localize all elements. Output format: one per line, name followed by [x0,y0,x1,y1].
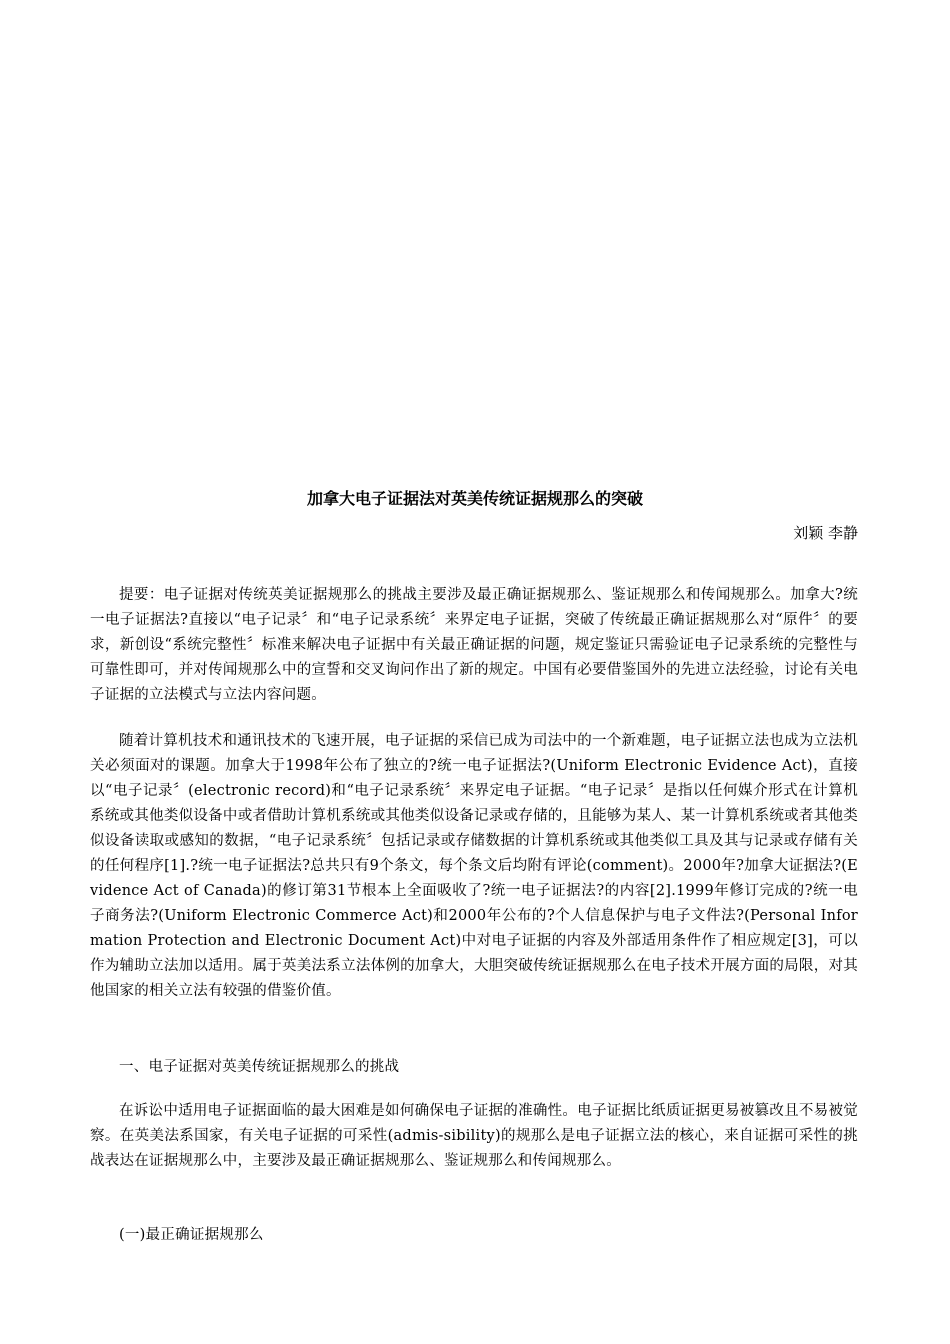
subsection-heading: (一)最正确证据规那么 [119,1226,264,1243]
document-title: 加拿大电子证据法对英美传统证据规那么的突破 [306,488,643,508]
author-line: 刘颖 李静 [793,524,858,542]
section-paragraph: 在诉讼中适用电子证据面临的最大困难是如何确保电子证据的准确性。电子证据比纸质证据更易被篡改且不易被觉察。在英美法系国家，有关电子证据的可采性(admis-sibility)的规那么是电子证据立法的核心，来自证据可采性的挑战表达在证据规那么中，主要涉及最正确证据规那么、鉴证规那么和传闻规那么。 [90,1102,858,1169]
section-heading: 一、电子证据对英美传统证据规那么的挑战 [119,1058,400,1075]
introduction-paragraph: 随着计算机技术和通讯技术的飞速开展，电子证据的采信已成为司法中的一个新难题，电子证据立法也成为立法机关必须面对的课题。加拿大于1998年公布了独立的?统一电子证据法?(Uniform Electronic Evidence Act)，直接以“电子记录〞(electronic record)和“电子记录系统〞来界定电子证据。“电子记录〞是指以任何媒介形式在计算机系统或其他类似设备中或者借助计算机系统或其他类似设备记录或存储的，且能够为某人、某一计算机系统或者其他类似设备读取或感知的数据，“电子记录系统〞包括记录或存储数据的计算机系统或其他类似工具及其与记录或存储有关的任何程序[1].?统一电子证据法?总共只有9个条文，每个条文后均附有评论(comment)。2000年?加拿大证据法?(Evidence Act of Canada)的修订第31节根本上全面吸收了?统一电子证据法?的内容[2].1999年修订完成的?统一电子商务法?(Uniform Electronic Commerce Act)和2000年公布的?个人信息保护与电子文件法?(Personal Information Protection and Electronic Document Act)中对电子证据的内容及外部适用条件作了相应规定[3]，可以作为辅助立法加以适用。属于英美法系立法体例的加拿大，大胆突破传统证据规那么在电子技术开展方面的局限，对其他国家的相关立法有较强的借鉴价值。 [90,732,858,999]
abstract-paragraph: 提要：电子证据对传统英美证据规那么的挑战主要涉及最正确证据规那么、鉴证规那么和传闻规那么。加拿大?统一电子证据法?直接以“电子记录〞和“电子记录系统〞来界定电子证据，突破了传统最正确证据规那么对“原件〞的要求，新创设“系统完整性〞标准来解决电子证据中有关最正确证据的问题，规定鉴证只需验证电子记录系统的完整性与可靠性即可，并对传闻规那么中的宣誓和交叉询问作出了新的规定。中国有必要借鉴国外的先进立法经验，讨论有关电子证据的立法模式与立法内容问题。 [90,586,858,703]
